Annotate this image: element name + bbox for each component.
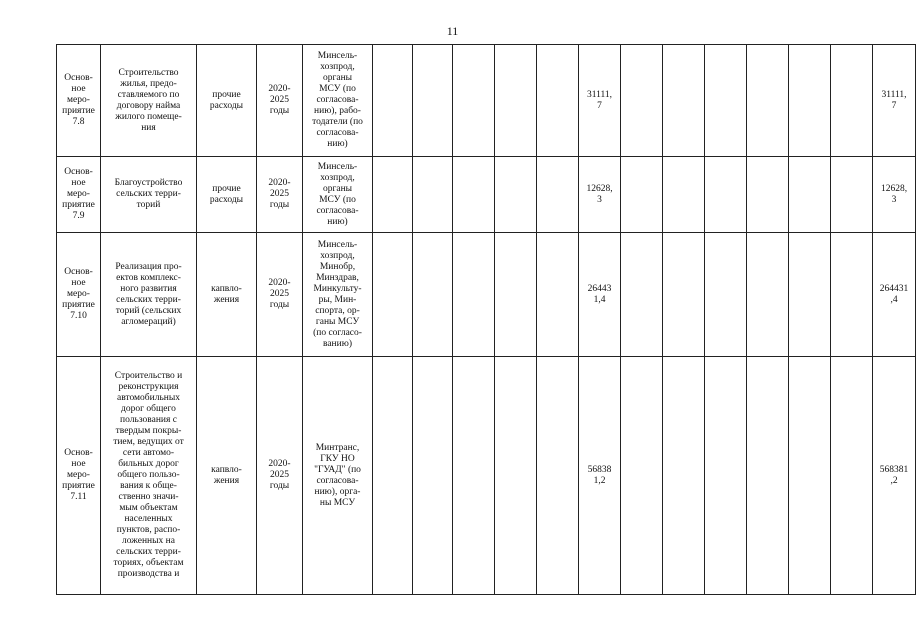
empty-cell <box>621 157 663 233</box>
empty-cell <box>373 233 413 357</box>
empty-cell <box>789 45 831 157</box>
empty-cell <box>747 157 789 233</box>
empty-cell <box>747 233 789 357</box>
executor-cell: Минсель- хозпрод, органы МСУ (по согласова- нию) <box>303 157 373 233</box>
empty-cell <box>413 45 453 157</box>
empty-cell <box>789 357 831 595</box>
period-cell: 2020- 2025 годы <box>257 45 303 157</box>
empty-cell <box>705 357 747 595</box>
program-measures-table <box>56 44 916 595</box>
empty-cell <box>537 233 579 357</box>
page-number: 11 <box>446 24 459 38</box>
total-amount-cell: 12628, 3 <box>873 157 916 233</box>
empty-cell <box>537 45 579 157</box>
empty-cell <box>747 45 789 157</box>
expense-type-cell: капвло- жения <box>197 357 257 595</box>
empty-cell <box>831 233 873 357</box>
empty-cell <box>705 233 747 357</box>
period-cell: 2020- 2025 годы <box>257 157 303 233</box>
amount-cell: 56838 1,2 <box>579 357 621 595</box>
empty-cell <box>453 45 495 157</box>
amount-cell: 31111, 7 <box>579 45 621 157</box>
measure-description-cell: Строительство и реконструкция автомобильных дорог общего пользования с твердым покры- тием, ведущих от сети автомо- бильных дорог общего пользо- вания к обще- ственно значи- мым объектам населенных пунктов, распо- ложенных на сельских терри- ториях, объектам производства и <box>101 357 197 595</box>
empty-cell <box>663 45 705 157</box>
empty-cell <box>413 357 453 595</box>
expense-type-cell: капвло- жения <box>197 233 257 357</box>
executor-cell: Минсель- хозпрод, Минобр, Минздрав, Минкульту- ры, Мин- спорта, ор- ганы МСУ (по согласо- ванию) <box>303 233 373 357</box>
empty-cell <box>453 233 495 357</box>
measure-description-cell: Строительство жилья, предо- ставляемого по договору найма жилого помеще- ния <box>101 45 197 157</box>
measure-description-cell: Реализация про- ектов комплекс- ного развития сельских терри- торий (сельских агломераций) <box>101 233 197 357</box>
executor-cell: Минсель- хозпрод, органы МСУ (по согласова- нию), рабо- тодатели (по согласова- нию) <box>303 45 373 157</box>
empty-cell <box>621 357 663 595</box>
empty-cell <box>747 357 789 595</box>
measure-name-cell: Основ- ное меро- приятие 7.10 <box>57 233 101 357</box>
amount-cell: 26443 1,4 <box>579 233 621 357</box>
empty-cell <box>621 45 663 157</box>
empty-cell <box>663 357 705 595</box>
empty-cell <box>537 157 579 233</box>
period-cell: 2020- 2025 годы <box>257 233 303 357</box>
empty-cell <box>453 157 495 233</box>
empty-cell <box>495 45 537 157</box>
empty-cell <box>831 157 873 233</box>
empty-cell <box>373 45 413 157</box>
measure-name-cell: Основ- ное меро- приятие 7.11 <box>57 357 101 595</box>
period-cell: 2020- 2025 годы <box>257 357 303 595</box>
total-amount-cell: 31111, 7 <box>873 45 916 157</box>
empty-cell <box>495 233 537 357</box>
total-amount-cell: 568381 ,2 <box>873 357 916 595</box>
empty-cell <box>373 157 413 233</box>
empty-cell <box>831 45 873 157</box>
empty-cell <box>621 233 663 357</box>
empty-cell <box>495 157 537 233</box>
empty-cell <box>373 357 413 595</box>
measure-name-cell: Основ- ное меро- приятие 7.9 <box>57 157 101 233</box>
measure-description-cell: Благоустройство сельских терри- торий <box>101 157 197 233</box>
expense-type-cell: прочие расходы <box>197 45 257 157</box>
table-row <box>57 357 916 595</box>
empty-cell <box>663 233 705 357</box>
empty-cell <box>495 357 537 595</box>
empty-cell <box>663 157 705 233</box>
empty-cell <box>537 357 579 595</box>
amount-cell: 12628, 3 <box>579 157 621 233</box>
empty-cell <box>831 357 873 595</box>
empty-cell <box>413 157 453 233</box>
table-row <box>57 233 916 357</box>
empty-cell <box>453 357 495 595</box>
empty-cell <box>705 157 747 233</box>
executor-cell: Минтранс, ГКУ НО "ГУАД" (по согласова- нию), орга- ны МСУ <box>303 357 373 595</box>
table-row <box>57 45 916 157</box>
total-amount-cell: 264431 ,4 <box>873 233 916 357</box>
table-row <box>57 157 916 233</box>
expense-type-cell: прочие расходы <box>197 157 257 233</box>
empty-cell <box>413 233 453 357</box>
empty-cell <box>789 233 831 357</box>
measure-name-cell: Основ- ное меро- приятие 7.8 <box>57 45 101 157</box>
empty-cell <box>789 157 831 233</box>
empty-cell <box>705 45 747 157</box>
